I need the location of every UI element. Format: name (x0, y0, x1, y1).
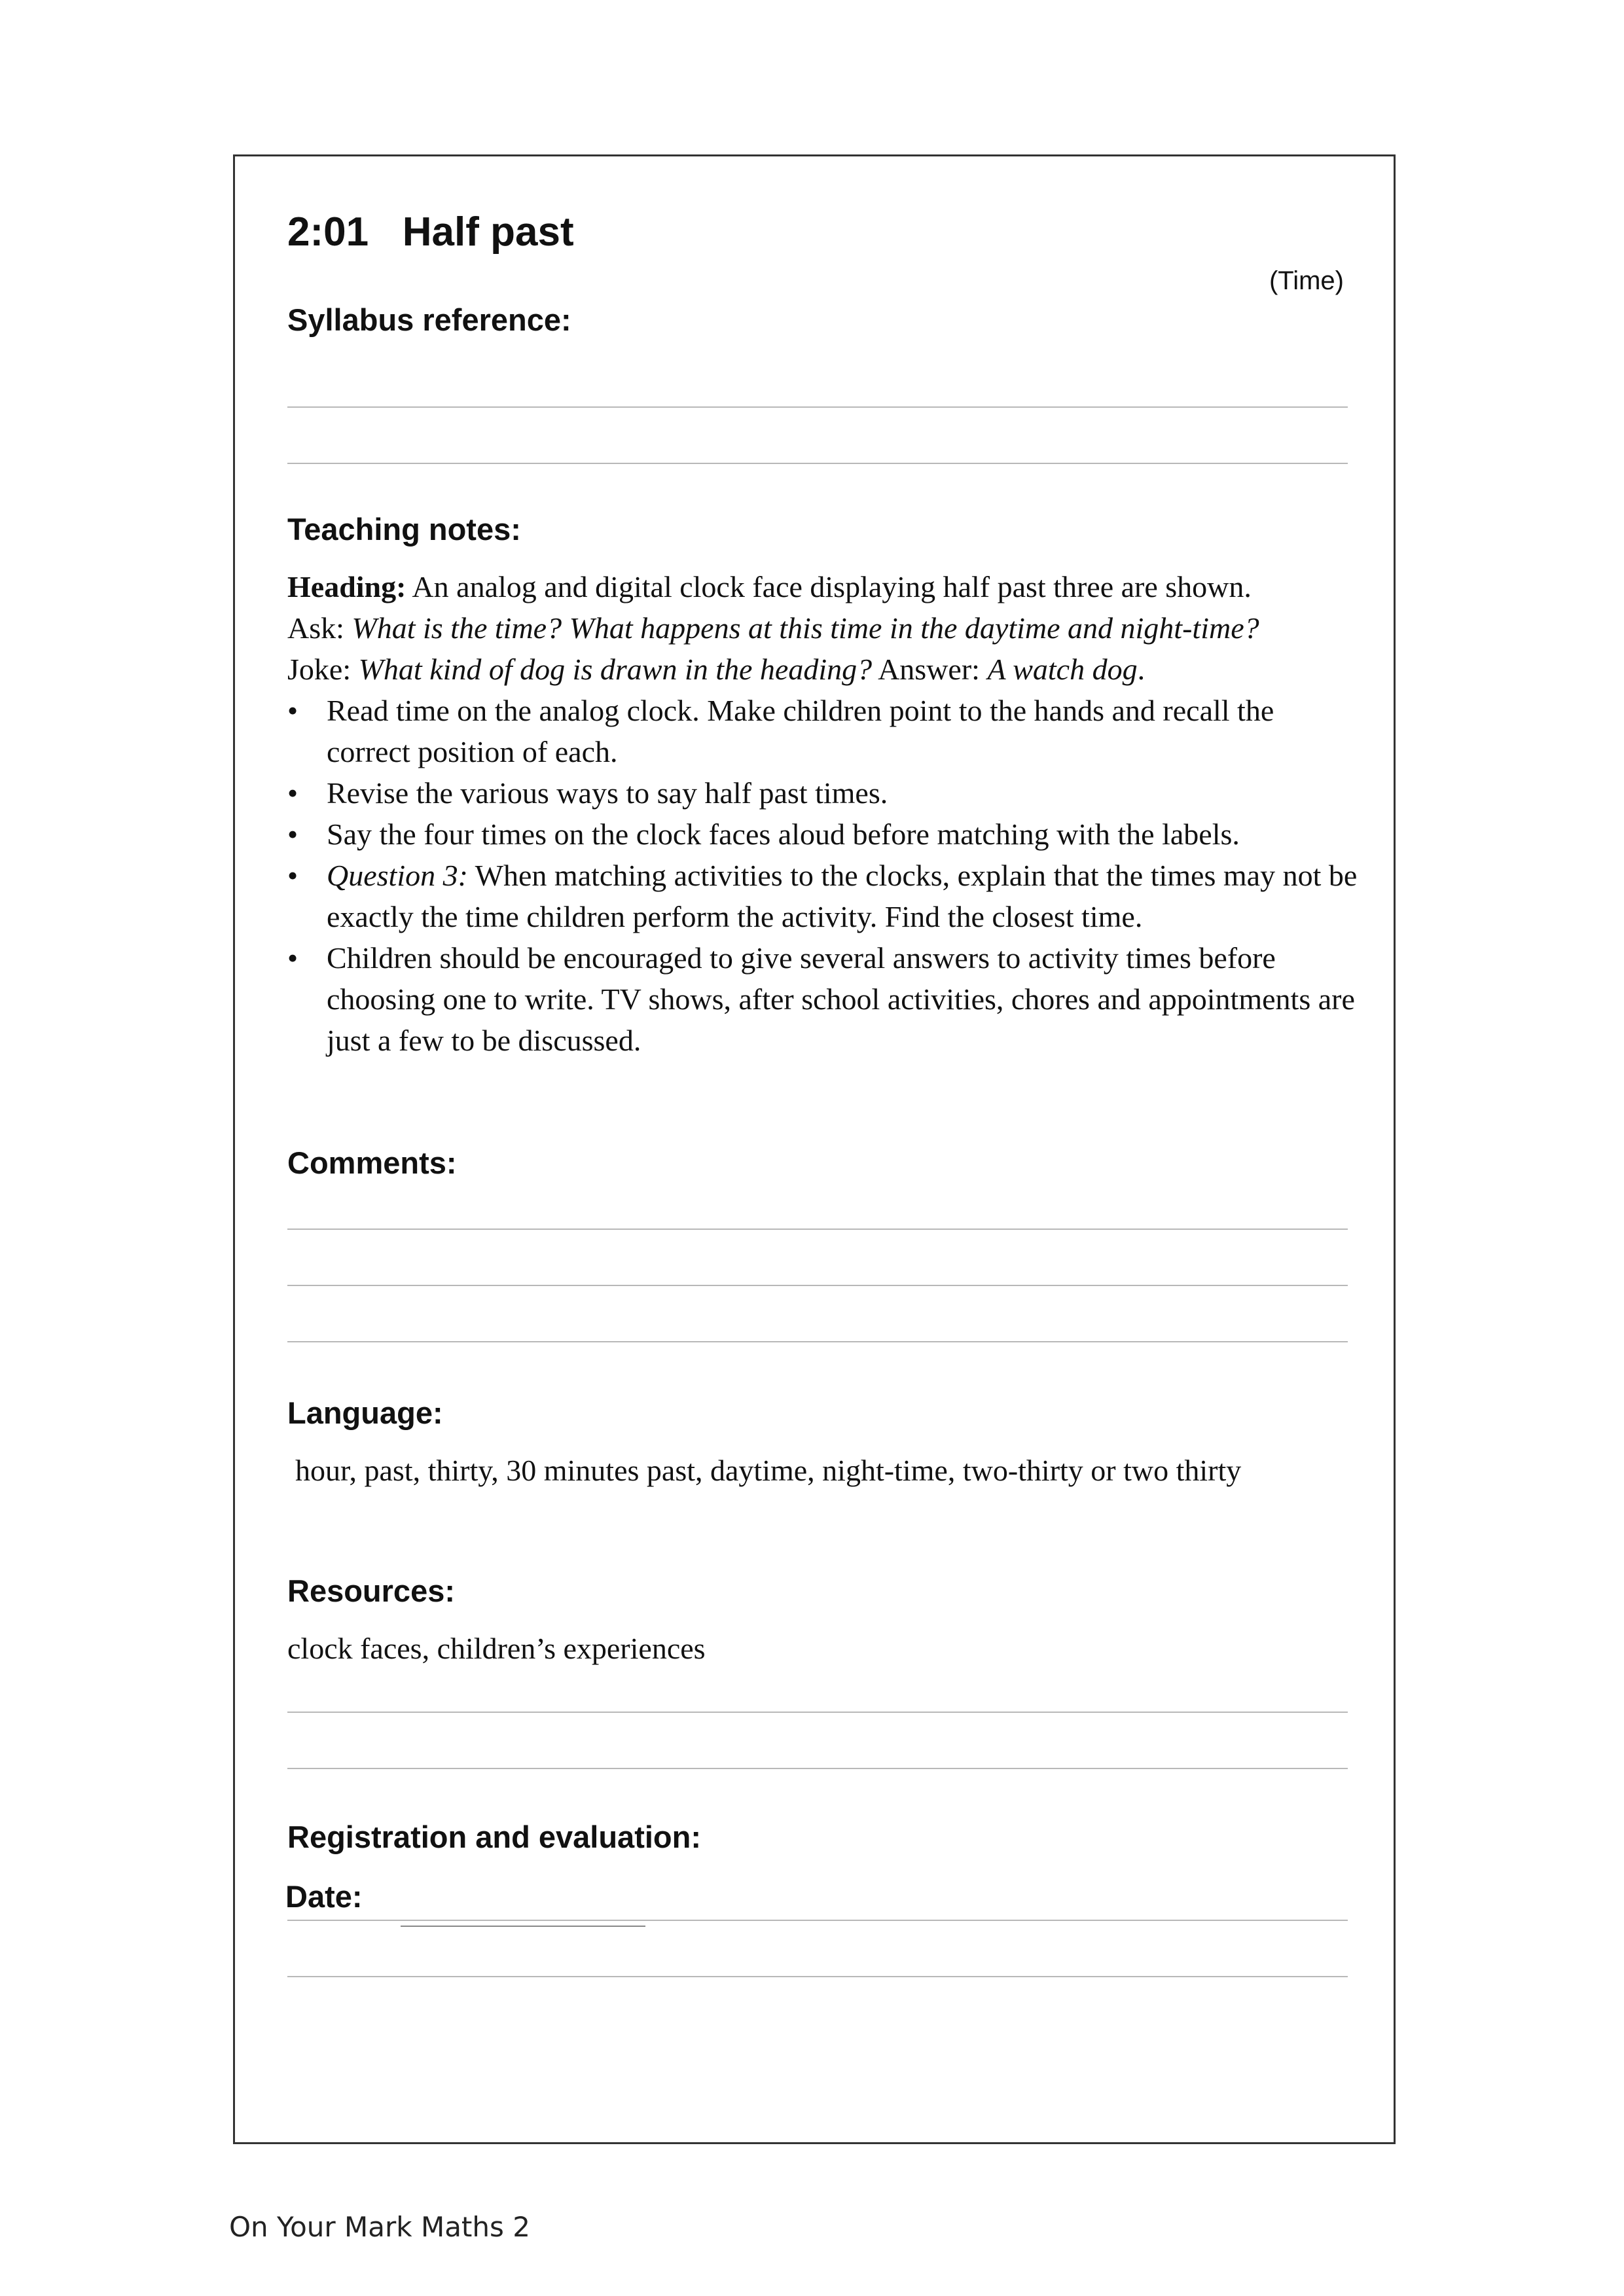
resources-line-2 (287, 1768, 1348, 1769)
ask-note (287, 607, 1361, 649)
list-item-text: Read time on the analog clock. Make children point to the hands and recall the correct position of each. (327, 694, 1274, 768)
heading-note-text: An analog and digital clock face displaying half past three are shown. (406, 570, 1252, 603)
list-item (287, 690, 1361, 772)
answer-text: A watch dog (987, 653, 1138, 686)
footer-title: On Your Mark Maths 2 (229, 2211, 530, 2243)
list-item (287, 814, 1361, 855)
joke-label: Joke: (287, 653, 359, 686)
language-heading: Language: (287, 1395, 443, 1430)
answer-label: Answer: (872, 653, 988, 686)
lesson-frame (233, 154, 1396, 2144)
heading-note (287, 566, 1361, 607)
bullet-icon: • (287, 776, 298, 810)
resources-text: clock faces, children’s experiences (287, 1632, 706, 1665)
lesson-title (287, 209, 574, 255)
registration-heading: Registration and evaluation: (287, 1820, 701, 1854)
joke-note (287, 649, 1361, 690)
list-item-text: Children should be encouraged to give several answers to activity times before choosing one to write. TV shows, after school activities, chores and appointments are just a few to be discussed. (327, 941, 1355, 1057)
notes-list (287, 690, 1361, 1061)
resources-line-1 (287, 1712, 1348, 1713)
list-item-text: Say the four times on the clock faces aloud before matching with the labels. (327, 817, 1240, 851)
resources-heading: Resources: (287, 1573, 455, 1608)
list-item (287, 937, 1361, 1061)
lesson-name: Half past (402, 209, 574, 255)
comments-line-2 (287, 1285, 1348, 1286)
question-3-label: Question 3: (327, 859, 468, 892)
comments-line-1 (287, 1229, 1348, 1230)
date-label: Date: (285, 1879, 363, 1914)
date-row (233, 1878, 1396, 1983)
answer-end: . (1137, 653, 1146, 686)
lesson-number: 2:01 (287, 209, 369, 255)
heading-note-label: Heading: (287, 570, 406, 603)
bullet-icon: • (287, 859, 298, 892)
list-item (287, 772, 1361, 814)
strand-label: (Time) (1269, 266, 1344, 295)
ask-label: Ask: (287, 611, 352, 645)
language-text: hour, past, thirty, 30 minutes past, daytime, night-time, two-thirty or two thirty (295, 1454, 1242, 1487)
bullet-icon: • (287, 817, 298, 851)
comments-heading: Comments: (287, 1145, 457, 1180)
syllabus-heading: Syllabus reference: (287, 302, 571, 337)
date-line (401, 1926, 645, 1927)
joke-question: What kind of dog is drawn in the heading? (358, 653, 873, 686)
teaching-notes-body (287, 566, 1361, 1061)
comments-line-3 (287, 1341, 1348, 1342)
teaching-notes-heading: Teaching notes: (287, 512, 521, 547)
list-item-text: Revise the various ways to say half past times. (327, 776, 888, 810)
bullet-icon: • (287, 941, 298, 975)
list-item-text: When matching activities to the clocks, explain that the times may not be exactly the time children perform the activity. Find the closest time. (327, 859, 1358, 933)
syllabus-line-2 (287, 463, 1348, 464)
bullet-icon: • (287, 694, 298, 727)
syllabus-line-1 (287, 406, 1348, 408)
ask-text: What is the time? What happens at this time in the daytime and night-time? (352, 611, 1259, 645)
list-item (287, 855, 1361, 937)
